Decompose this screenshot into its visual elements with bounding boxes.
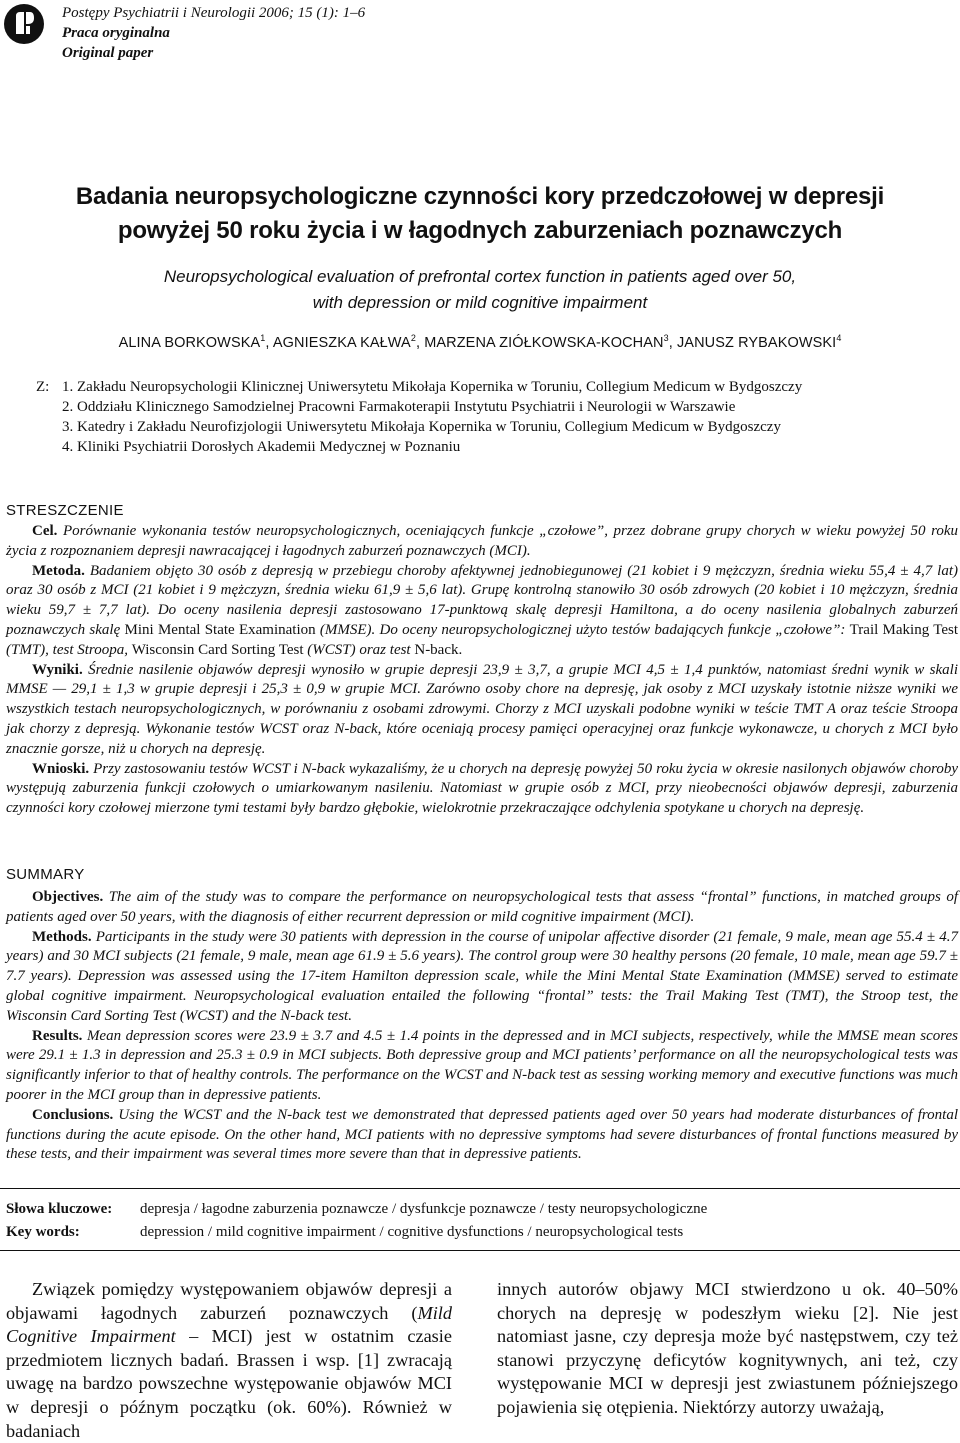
objectives-text: The aim of the study was to compare the performance on neuropsychological tests that assess “frontal” functions, in matched groups of patients aged over 50 years, with the diagnosis of either recurrent depression or mild cognitive impairment (MCI). bbox=[6, 889, 959, 925]
results-text: Mean depression scores were 23.9 ± 3.7 and 4.5 ± 1.4 points in the depressed and in MCI subjects, respectively, while the MMSE mean scores were 29.1 ± 1.3 in depression and 25.3 ± 0.9 in MCI subjects. Both depressive group and MCI patients’ performance on all the neuropsychological tests was significantly inferior to that of healthy controls. The performance on the WCST and N-back test as sessing working memory and executive functions was much poorer in the MCI group than in depressive patients. bbox=[6, 1027, 958, 1103]
cel-text: Porównanie wykonania testów neuropsychologicznych, oceniających funkcje „czołowe”, przez dobrane grupy chorych w wieku powyżej 50 roku życia z rozpoznaniem depresji nawracającej i łagodnych zaburzeń poznawczych (MCI). bbox=[6, 523, 959, 559]
author-affiliation-number: 2 bbox=[410, 333, 416, 343]
body-col1-text-a: Związek pomiędzy występowaniem objawów depresji a objawami łagodnych zaburzeń poznawczych ( bbox=[6, 1279, 452, 1323]
author-affiliation-number: 3 bbox=[663, 333, 669, 343]
paper-title-en bbox=[0, 264, 960, 316]
body-col1-text-b: – MCI) jest w ostatnim czasie przedmiotem licznych badań. Brassen i wsp. [1] zwracają uwagę na bardzo powszechne występowanie objawów MCI w depresji o późnym początku (ok. 60%). Również w badaniach bbox=[6, 1326, 452, 1441]
author-affiliation-number: 1 bbox=[260, 333, 266, 343]
journal-citation: Postępy Psychiatrii i Neurologii 2006; 15 (1): 1–6 bbox=[62, 5, 366, 21]
author-name: ALINA BORKOWSKA bbox=[118, 334, 261, 351]
body-column-1 bbox=[6, 1278, 452, 1443]
conclusions-text: Using the WCST and the N-back test we demonstrated that depressed patients aged over 50 years had moderate disturbances of frontal functions during the acute episode. On the other hand, MCI patients with no depressive symptoms had severe disturbances of frontal functions measured by these tests, and their impairment was several times more severe than that in depressive patients. bbox=[6, 1106, 958, 1163]
body-paragraph bbox=[6, 1278, 452, 1443]
author-name: MARZENA ZIÓŁKOWSKA-KOCHAN bbox=[424, 334, 664, 351]
metoda-text-3: (TMT), test Stroopa, bbox=[6, 641, 128, 658]
metoda-text-4: (WCST) oraz test bbox=[307, 641, 411, 658]
affiliations-list bbox=[36, 377, 802, 457]
objectives-label: Objectives. bbox=[32, 889, 104, 905]
affiliations-label: Z: bbox=[36, 379, 50, 395]
results-label: Results. bbox=[32, 1027, 83, 1044]
metoda-wcst: Wisconsin Card Sorting Test bbox=[131, 641, 304, 658]
wyniki-label: Wyniki. bbox=[32, 661, 83, 678]
keywords-pl-value: depresja / łagodne zaburzenia poznawcze / dysfunkcje poznawcze / testy neuropsychologiczne bbox=[140, 1201, 708, 1217]
conclusions-label: Conclusions. bbox=[32, 1106, 114, 1123]
methods-label: Methods. bbox=[32, 928, 92, 945]
metoda-text-1: Badaniem objęto 30 osób z depresją w przebiegu choroby afektywnej jednobiegunowej (21 kobiet i 9 mężczyzn, średnia wieku 55,4 ± 4,7 lat) oraz 30 osób z MCI (21 kobiet i 9 mężczyzn, średnia wieku 61,9 ± 5,6 lat). Grupę kontrolną stanowiło 30 osób zdrowych (20 kobiet i 10 mężczyzn, średnia wieku 59,7 ± 7,7 lat). Do oceny nasilenia depresji zastosowano 17-punktową skalę depresji Hamiltona, a do oceny nasilenia globalnych zaburzeń poznawczych skalę bbox=[6, 562, 959, 638]
title-line-1: Badania neuropsychologiczne czynności kory przedczołowej w depresji bbox=[75, 183, 885, 210]
header-meta bbox=[62, 3, 365, 63]
wnioski-label: Wnioski. bbox=[32, 760, 90, 777]
title-en-line-1: Neuropsychological evaluation of prefrontal cortex function in patients aged over 50, bbox=[163, 267, 797, 286]
body-column-2 bbox=[497, 1278, 958, 1420]
affiliation-item: 4. Kliniki Psychiatrii Dorosłych Akademii Medycznej w Poznaniu bbox=[62, 439, 461, 455]
metoda-mmse: Mini Mental State Examination bbox=[124, 621, 316, 638]
body-paragraph: innych autorów objawy MCI stwierdzono u ok. 40–50% chorych na depresję w podeszłym wieku [2]. Nie jest natomiast jasne, czy depresja może być następstwem, czy też stanowi przyczynę deficytów kognitywnych, ani też, czy występowanie MCI w depresji jest zwiastunem późniejszego pojawienia się otępienia. Niektórzy autorzy uważają, bbox=[497, 1279, 958, 1417]
authors-line: ALINA BORKOWSKA$^1$, AGNIESZKA KAŁWA$^2$, MARZENA ZIÓŁKOWSKA-KOCHAN$^3$, JANUSZ RYBAKOWSKI$^4$ bbox=[118, 333, 842, 351]
keywords-en-label: Key words: bbox=[6, 1224, 80, 1240]
wyniki-text: Średnie nasilenie objawów depresji wynosiło w grupie depresji 23,9 ± 3,7, a grupie MCI 4,5 ± 1,4 punktów, natomiast średni wynik w skali MMSE — 29,1 ± 1,3 w grupie depresji i 25,3 ± 0,9 w grupie MCI. Zarówno osoby chore na depresję, jak osoby z MCI uzyskały istotnie niższe wyniki we wszystkich testach neuropsychologicznych, w porównaniu z osobami zdrowymi. Chorzy z MCI uzyskali podobne wyniki w teście TMT A oraz teście Stroopa jak chorzy z depresją. Wykonanie testów WCST oraz N-back, które oceniają procesy pamięci operacyjnej oraz funkcje wykonawcze, u chorych z MCI było znacznie gorsze, niż u chorych na depresję. bbox=[6, 661, 958, 757]
title-en-line-2: with depression or mild cognitive impairment bbox=[312, 293, 648, 312]
metoda-nback: N-back. bbox=[414, 641, 463, 658]
keywords-pl-label: Słowa kluczowe: bbox=[6, 1201, 113, 1217]
title-line-2: powyżej 50 roku życia i w łagodnych zaburzeniach poznawczych bbox=[117, 217, 843, 244]
keywords-top-divider bbox=[0, 1188, 960, 1189]
paper-title bbox=[0, 180, 960, 248]
body-col1-italic: Mild Cognitive Impairment bbox=[6, 1302, 452, 1347]
summary-body bbox=[6, 888, 958, 1165]
author-affiliation-number: 4 bbox=[836, 333, 842, 343]
methods-text: Participants in the study were 30 patients with depression in the course of unipolar affective disorder (21 female, 9 male, mean age 55.4 ± 4.7 years) and 30 MCI subjects (21 female, 9 male, mean age 61.9 ± 5.6 years). The control group were 30 healthy persons (20 female, 10 male, mean age 59.7 ± 7.7 years). Depression was assessed using the 17-item Hamilton depression scale, while the Mini Mental State Examination (MMSE) served to estimate global cognitive impairment. Neuropsychological evaluation entailed the following “frontal” tests: the Trail Making Test (TMT), the Stroop test, the Wisconsin Card Sorting Test (WCST) and the N-back test. bbox=[6, 928, 959, 1024]
journal-logo-icon bbox=[4, 4, 44, 44]
paper-type-pl: Praca oryginalna bbox=[62, 25, 170, 41]
affiliation-item: 2. Oddziału Klinicznego Samodzielnej Pracowni Farmakoterapii Instytutu Psychiatrii i Neurologii w Warszawie bbox=[62, 399, 736, 415]
keywords-en-value: depression / mild cognitive impairment / cognitive dysfunctions / neuropsychological tests bbox=[140, 1224, 684, 1240]
streszczenie-body bbox=[6, 522, 958, 819]
streszczenie-heading: STRESZCZENIE bbox=[6, 502, 124, 519]
affiliation-item: 1. Zakładu Neuropsychologii Klinicznej Uniwersytetu Mikołaja Kopernika w Toruniu, Collegium Medicum w Bydgoszczy bbox=[62, 379, 803, 395]
metoda-label: Metoda. bbox=[32, 562, 85, 579]
metoda-tmt: Trail Making Test bbox=[849, 621, 958, 638]
summary-heading: SUMMARY bbox=[6, 866, 85, 883]
affiliation-item: 3. Katedry i Zakładu Neurofizjologii Uniwersytetu Mikołaja Kopernika w Toruniu, Collegium Medicum w Bydgoszczy bbox=[62, 419, 781, 435]
author-name: AGNIESZKA KAŁWA bbox=[272, 334, 411, 351]
wnioski-text: Przy zastosowaniu testów WCST i N-back wykazaliśmy, że u chorych na depresję powyżej 50 roku życia w okresie nasilonych objawów choroby występują zaburzenia funkcji czołowych o umiarkowanym nasileniu. Natomiast w grupie osób z MCI, przy nieobecności objawów depresji, zaburzenia czynności kory czołowej mierzone tymi testami były bardzo głębokie, wielokrotnie przekraczające odchylenia spotykane u chorych na depresję. bbox=[6, 760, 959, 817]
keywords-bottom-divider bbox=[0, 1250, 960, 1251]
affiliations bbox=[36, 377, 802, 457]
author-name: JANUSZ RYBAKOWSKI bbox=[676, 334, 837, 351]
metoda-text-2: (MMSE). Do oceny neuropsychologicznej użyto testów badających funkcje „czołowe”: bbox=[319, 621, 846, 638]
cel-label: Cel. bbox=[32, 523, 58, 539]
paper-type-en: Original paper bbox=[62, 45, 154, 61]
